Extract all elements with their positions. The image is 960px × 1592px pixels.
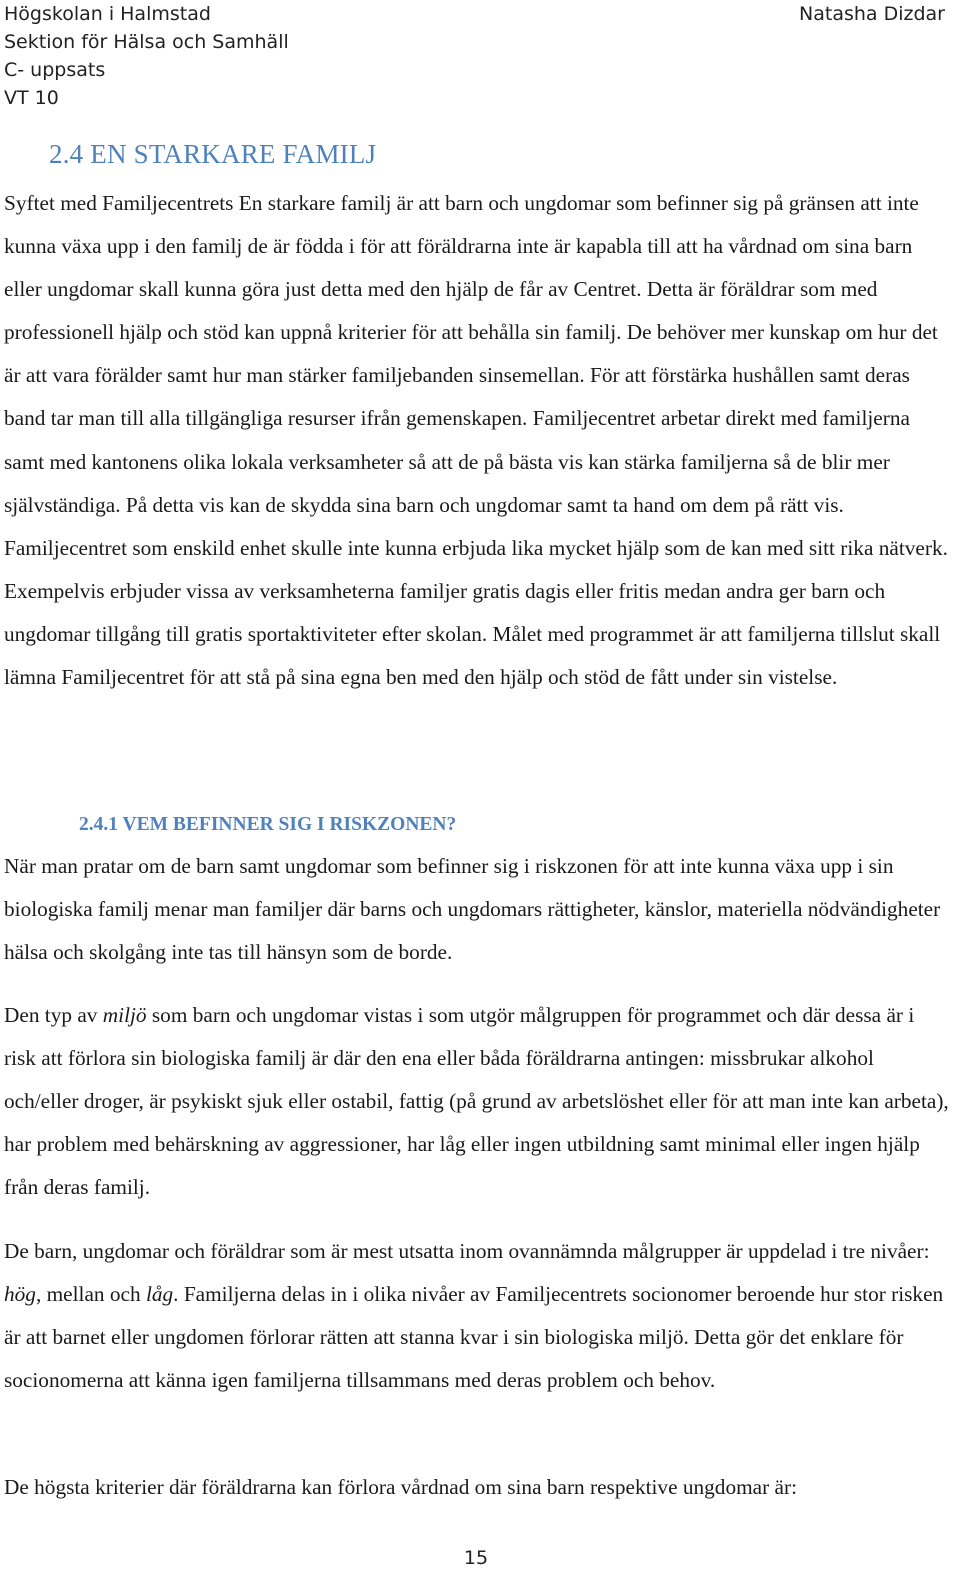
criteria-paragraph: De högsta kriterier där föräldrarna kan förlora vårdnad om sina barn respektive ungdomar är: [4,1475,797,1499]
environment-text-before: Den typ av [4,1003,103,1027]
page-number: 15 [463,1547,489,1569]
subsection-heading: 2.4.1 VEM BEFINNER SIG I RISKZONEN? [79,814,457,835]
header-university: Högskolan i Halmstad [4,3,211,25]
header-term: VT 10 [4,87,59,109]
section-heading: 2.4 EN STARKARE FAMILJ [49,139,377,169]
level-high: hög [4,1282,36,1307]
intro-paragraph: Syftet med Familjecentrets En starkare familj är att barn och ungdomar som befinner sig på gränsen att inte kunna växa upp i den familj de är födda i för att föräldrarna inte är kapabla till att ha vårdnad om sina barn eller ungdomar skall kunna göra just detta med den hjälp de får av Centret. Detta är föräldrar som med professionell hjälp och stöd kan uppnå kriterier för att behålla sin familj. De behöver mer kunskap om hur det är att vara förälder samt hur man stärker familjebanden sinsemellan. För att förstärka hushållen samt deras band tar man till alla tillgängliga resurser ifrån gemenskapen. Familjecentret arbetar direkt med familjerna samt med kantonens olika lokala verksamheter så att de på bästa vis kan stärka familjerna så de blir mer självständiga. På detta vis kan de skydda sina barn och ungdomar samt ta hand om dem på rätt vis. Familjecentret som enskild enhet skulle inte kunna erbjuda lika mycket hjälp som de kan med sitt rika nätverk. Exempelvis erbjuder vissa av verksamheterna familjer gratis dagis eller fritis medan andra ger barn och ungdomar tillgång till gratis sportaktiviteter efter skolan. Målet med programmet är att familjerna tillslut skall lämna Familjecentret för att stå på sina egna ben med den hjälp och stöd de fått under sin vistelse. [4,191,948,690]
levels-text-part2: , mellan och [35,1282,146,1307]
levels-text-part1: De barn, ungdomar och föräldrar som är mest utsatta inom ovannämnda målgrupper är uppdelad i tre nivåer: [4,1239,930,1263]
environment-text-after: som barn och ungdomar vistas i som utgör målgruppen för programmet och där dessa är i risk att förlora sin biologiska familj är där den ena eller båda föräldrarna antingen: missbrukar alkohol och/eller droger, är psykiskt sjuk eller ostabil, fattig (på grund av arbetslöshet eller för att man inte kan arbeta), har problem med behärskning av aggressioner, har låg eller ingen utbildning samt minimal eller ingen hjälp från deras familj. [4,1003,949,1200]
header-author: Natasha Dizdar [799,3,945,25]
environment-emphasis: miljö [102,1003,147,1027]
header-department: Sektion för Hälsa och Samhäll [4,31,289,53]
levels-paragraph [4,1230,949,1402]
who-paragraph: När man pratar om de barn samt ungdomar som befinner sig i riskzonen för att inte kunna växa upp i sin biologiska familj menar man familjer där barns och ungdomars rättigheter, känslor, materiella nödvändigheter hälsa och skolgång inte tas till hänsyn som de borde. [4,854,941,965]
header-document-type: C- uppsats [4,59,106,81]
header-institution-block [4,0,424,112]
levels-text-part3: . Familjerna delas in i olika nivåer av Familjecentrets socionomer beroende hur stor risken är att barnet eller ungdomen förlorar rätten att stanna kvar i sin biologiska miljö. Detta gör det enklare för socionomerna att känna igen familjerna tillsammans med deras problem och behov. [4,1282,944,1393]
environment-paragraph [4,994,949,1209]
level-low: låg [145,1282,174,1307]
